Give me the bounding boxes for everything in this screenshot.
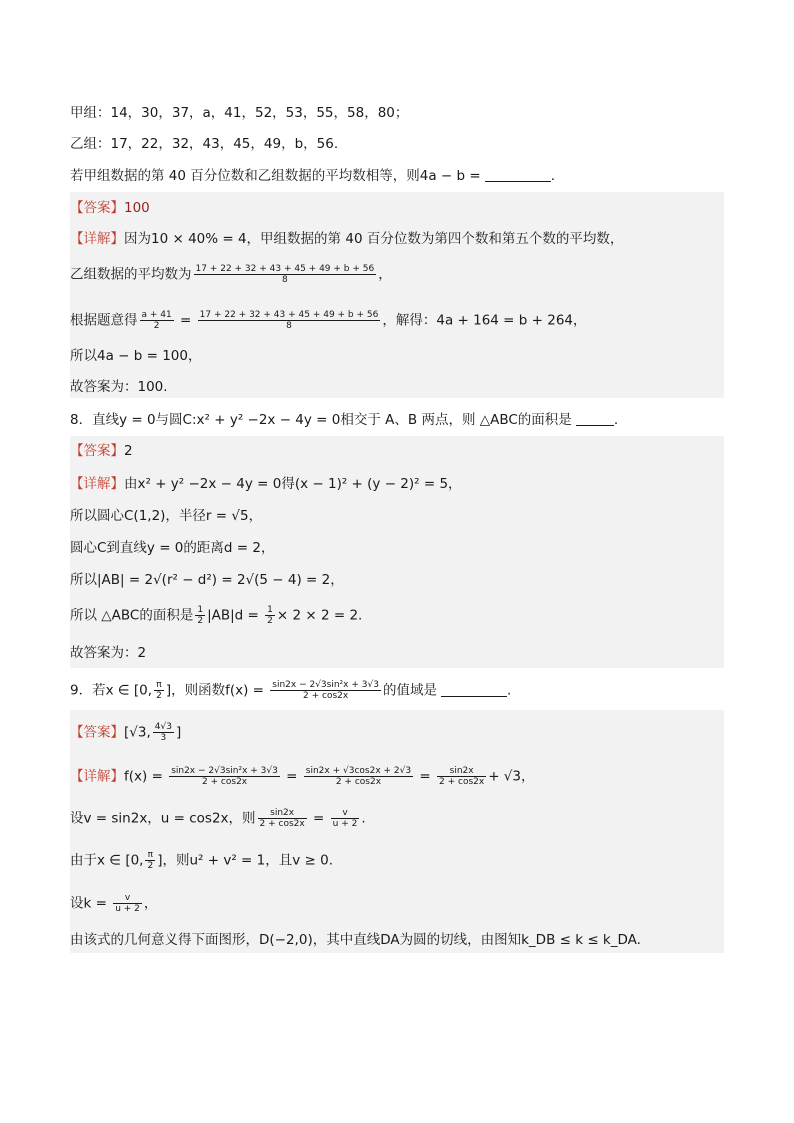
detail-row-1-q9: 【详解】f(x) = $\frac{\text{sin2x − 2√3sin²x + 3√3}}{2 + \cos 2x}$ = $\frac{\sin 2x + √3\cos 2x + 2√3}{2 + \cos 2x}$ = $\frac{\sin 2x}{2 + \cos 2x}$ + √3， — [70, 766, 535, 787]
question-8-text: 8．直线y = 0与圆C:x² + y² −2x − 4y = 0相交于 A、B 两点，则 △ABC的面积是 . — [70, 412, 619, 428]
denominator: u + 2 — [332, 819, 358, 829]
question-9-stem: 9．若x ∈ [0, — [70, 682, 153, 699]
detail-text: 因为10 × 40% = 4，甲组数据的第 40 百分位数为第四个数和第五个数的平均数， — [124, 231, 624, 247]
detail-row-3-q8: 圆心C到直线y = 0的距离d = 2， — [70, 540, 275, 556]
fraction — [113, 893, 142, 914]
fraction — [195, 605, 205, 626]
numerator: 17 + 22 + 32 + 43 + 45 + 49 + b + 56 — [195, 264, 375, 274]
question-9-stem: ]，则函数f(x) = — [165, 682, 264, 699]
denominator: 8 — [286, 321, 292, 331]
detail-row-3-q9 — [70, 850, 333, 871]
answer-row-q7 — [70, 198, 150, 218]
numerator: sin2x — [258, 808, 307, 819]
numerator: a + 41 — [141, 310, 172, 320]
detail-row-5-q8 — [70, 605, 362, 626]
denominator: u + 2 — [115, 904, 140, 914]
fraction — [198, 310, 381, 331]
numerator: π — [154, 680, 164, 691]
numerator: 1 — [267, 605, 273, 615]
detail-text: ，解得：4a + 164 = b + 264， — [382, 312, 587, 329]
detail-row-5-q7: 故答案为：100. — [70, 379, 168, 395]
detail-text: + √3， — [488, 768, 535, 785]
answer-row-q8 — [70, 441, 133, 461]
fraction — [437, 766, 486, 787]
answer-panel-q7 — [70, 192, 724, 398]
fraction — [153, 722, 174, 743]
detail-tag: 【详解】 — [70, 231, 124, 247]
denominator: 8 — [281, 275, 288, 285]
denominator: 2 + cos2x — [439, 777, 485, 787]
detail-tag: 【详解】 — [70, 476, 124, 492]
detail-text: |AB|d = — [207, 607, 259, 624]
question-7-stem: 若甲组数据的第 40 百分位数和乙组数据的平均数相等，则4a − b = — [70, 168, 481, 184]
detail-text: 设v = sin2x，u = cos2x，则 — [70, 810, 256, 827]
numerator: 4√3 — [154, 722, 172, 732]
denominator: 2 + cos2x — [303, 691, 349, 701]
detail-row-4-q7: 所以4a − b = 100， — [70, 348, 202, 364]
fraction — [145, 850, 155, 871]
answer-blank — [576, 411, 614, 426]
detail-text: × 2 × 2 = 2. — [276, 607, 363, 624]
detail-text: 由x² + y² −2x − 4y = 0得(x − 1)² + (y − 2)² = 5， — [124, 476, 462, 492]
numerator: sin2x + √3cos2x + 2√3 — [305, 766, 412, 776]
denominator: 2 — [267, 616, 273, 626]
numerator: sin2x − 2√3sin²x + 3√3 — [171, 766, 278, 776]
denominator: 2 — [147, 861, 154, 871]
answer-panel-q9 — [70, 710, 724, 953]
denominator: 2 — [156, 691, 162, 701]
answer-value: 100 — [124, 200, 150, 216]
detail-tag: 【详解】 — [70, 768, 124, 785]
answer-value: ] — [175, 724, 182, 741]
question-8-stem: 8．直线y = 0与圆C:x² + y² −2x − 4y = 0相交于 A、B 两点，则 △ABC的面积是 — [70, 412, 572, 428]
denominator: 2 + cos2x — [259, 819, 305, 829]
group-b-data: 乙组：17，22，32，43，45，49，b，56. — [70, 136, 339, 152]
answer-tag: 【答案】 — [70, 724, 124, 741]
answer-tag: 【答案】 — [70, 443, 124, 459]
fraction — [270, 680, 381, 701]
fraction — [265, 605, 275, 626]
fraction — [140, 310, 174, 331]
detail-text: 所以 △ABC的面积是 — [70, 607, 194, 624]
fraction — [304, 766, 413, 787]
detail-text: f(x) = — [124, 768, 163, 785]
detail-row-2-q7: 乙组数据的平均数为 $\frac{17 + 22 + 32 + 43 + 45 + 49 + b + 56}{8}$ ， — [70, 264, 392, 285]
detail-text: ]，则u² + v² = 1，且v ≥ 0. — [157, 852, 333, 869]
denominator: 2 — [197, 616, 204, 626]
fraction — [331, 808, 360, 829]
detail-text: ， — [143, 895, 158, 912]
fraction — [258, 808, 307, 829]
detail-row-1-q8 — [70, 474, 462, 494]
denominator: 2 — [153, 321, 160, 331]
numerator: sin2x − 2√3sin²x + 3√3 — [272, 680, 379, 690]
fraction — [194, 264, 377, 285]
denominator: 3 — [160, 733, 167, 743]
group-a-data: 甲组：14，30，37，a，41，52，53，55，58，80； — [70, 105, 409, 121]
numerator: 1 — [197, 605, 204, 615]
detail-row-5-q9: 由该式的几何意义得下面图形，D(−2,0)，其中直线DA为圆的切线，由图知k_DB ≤ k ≤ k_DA. — [70, 932, 641, 948]
detail-row-1-q7 — [70, 229, 623, 249]
question-9-stem: 的值域是 — [382, 682, 437, 699]
detail-row-4-q8: 所以|AB| = 2√(r² − d²) = 2√(5 − 4) = 2， — [70, 572, 344, 588]
numerator: v — [113, 893, 142, 904]
detail-text: 乙组数据的平均数为 — [70, 266, 192, 283]
detail-row-2-q9: 设v = sin2x，u = cos2x，则 $\frac{\sin 2x}{2 + \cos 2x}$ = $\frac{v}{u + 2}$ . — [70, 808, 366, 829]
denominator: 2 + cos2x — [201, 777, 248, 787]
fraction — [154, 680, 164, 701]
detail-text: 设k = — [70, 895, 107, 912]
detail-text: 根据题意得 — [70, 312, 138, 329]
fraction — [169, 766, 280, 787]
answer-blank — [441, 682, 507, 697]
numerator: 17 + 22 + 32 + 43 + 45 + 49 + b + 56 — [199, 310, 379, 320]
question-9-text: 9．若x ∈ [0, $\frac{\pi}{2}$ ]，则函数f(x) = $\frac{\text{sin2x − 2√3sin²x + 3√3}}{2 + \cos 2x}$ 的值域是 . — [70, 680, 512, 701]
answer-row-q9 — [70, 722, 181, 743]
question-7-text: 若甲组数据的第 40 百分位数和乙组数据的平均数相等，则4a − b = . — [70, 168, 555, 184]
numerator: π — [145, 850, 155, 861]
answer-tag: 【答案】 — [70, 200, 124, 216]
denominator: 2 + cos2x — [335, 777, 382, 787]
answer-blank — [485, 167, 551, 182]
detail-row-6-q8: 故答案为：2 — [70, 645, 147, 661]
answer-value: 2 — [124, 443, 133, 459]
numerator: v — [331, 808, 360, 819]
detail-row-3-q7: 根据题意得 $\frac{a + 41}{2}$ = $\frac{17 + 22 + 32 + 43 + 45 + 49 + b + 56}{8}$ ，解得：4a + 164 = b + 264， — [70, 310, 587, 331]
detail-row-4-q9 — [70, 893, 157, 914]
detail-row-2-q8: 所以圆心C(1,2)，半径r = √5， — [70, 508, 263, 524]
numerator: sin2x — [437, 766, 486, 777]
answer-value: [√3, — [124, 724, 151, 741]
detail-text: 由于x ∈ [0, — [70, 852, 144, 869]
